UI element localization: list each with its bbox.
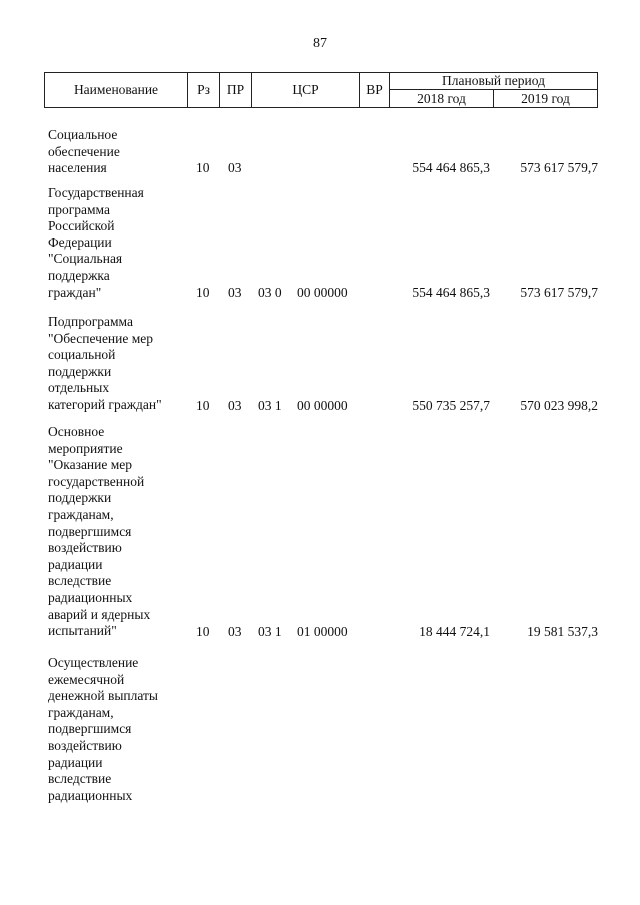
row-value-2018: 554 464 865,3	[412, 285, 490, 300]
plan-period-title: Плановый период	[390, 73, 597, 90]
row-csr-code: 00 00000	[297, 285, 348, 300]
row-value-2018: 18 444 724,1	[419, 624, 490, 639]
header-year-2018: 2018 год	[390, 90, 494, 107]
header-name: Наименование	[45, 73, 188, 107]
row-rz: 10	[196, 160, 210, 175]
row-csr-code: 00 00000	[297, 398, 348, 413]
row-csr-program: 03 0	[258, 285, 282, 300]
row-name: Основное мероприятие "Оказание мер государственной поддержки гражданам, подвергшимся воздействию радиации вследствие радиационных аварий и ядерных испытаний"	[48, 424, 151, 639]
header-plan-period	[390, 73, 597, 107]
row-value-2019: 573 617 579,7	[520, 160, 598, 175]
row-csr-code: 01 00000	[297, 624, 348, 639]
row-rz: 10	[196, 624, 210, 639]
row-pr: 03	[228, 624, 242, 639]
table-header	[44, 72, 598, 108]
row-value-2018: 554 464 865,3	[412, 160, 490, 175]
page-number: 87	[313, 36, 327, 51]
row-name: Государственная программа Российской Федерации "Социальная поддержка граждан"	[48, 185, 144, 300]
row-pr: 03	[228, 160, 242, 175]
row-csr-program: 03 1	[258, 398, 282, 413]
row-name: Подпрограмма "Обеспечение мер социальной поддержки отдельных категорий граждан"	[48, 314, 162, 412]
row-name: Социальное обеспечение населения	[48, 127, 120, 176]
row-value-2018: 550 735 257,7	[412, 398, 490, 413]
header-csr: ЦСР	[252, 73, 360, 107]
header-year-2019: 2019 год	[521, 90, 570, 106]
row-value-2019: 573 617 579,7	[520, 285, 598, 300]
row-name: Осуществление ежемесячной денежной выплаты гражданам, подвергшимся воздействию радиации вследствие радиационных	[48, 655, 158, 803]
row-pr: 03	[228, 285, 242, 300]
row-rz: 10	[196, 398, 210, 413]
header-vr: ВР	[360, 73, 390, 107]
row-value-2019: 19 581 537,3	[527, 624, 598, 639]
row-pr: 03	[228, 398, 242, 413]
row-rz: 10	[196, 285, 210, 300]
row-value-2019: 570 023 998,2	[520, 398, 598, 413]
header-rz: Рз	[188, 73, 220, 107]
row-csr-program: 03 1	[258, 624, 282, 639]
header-pr: ПР	[220, 73, 252, 107]
